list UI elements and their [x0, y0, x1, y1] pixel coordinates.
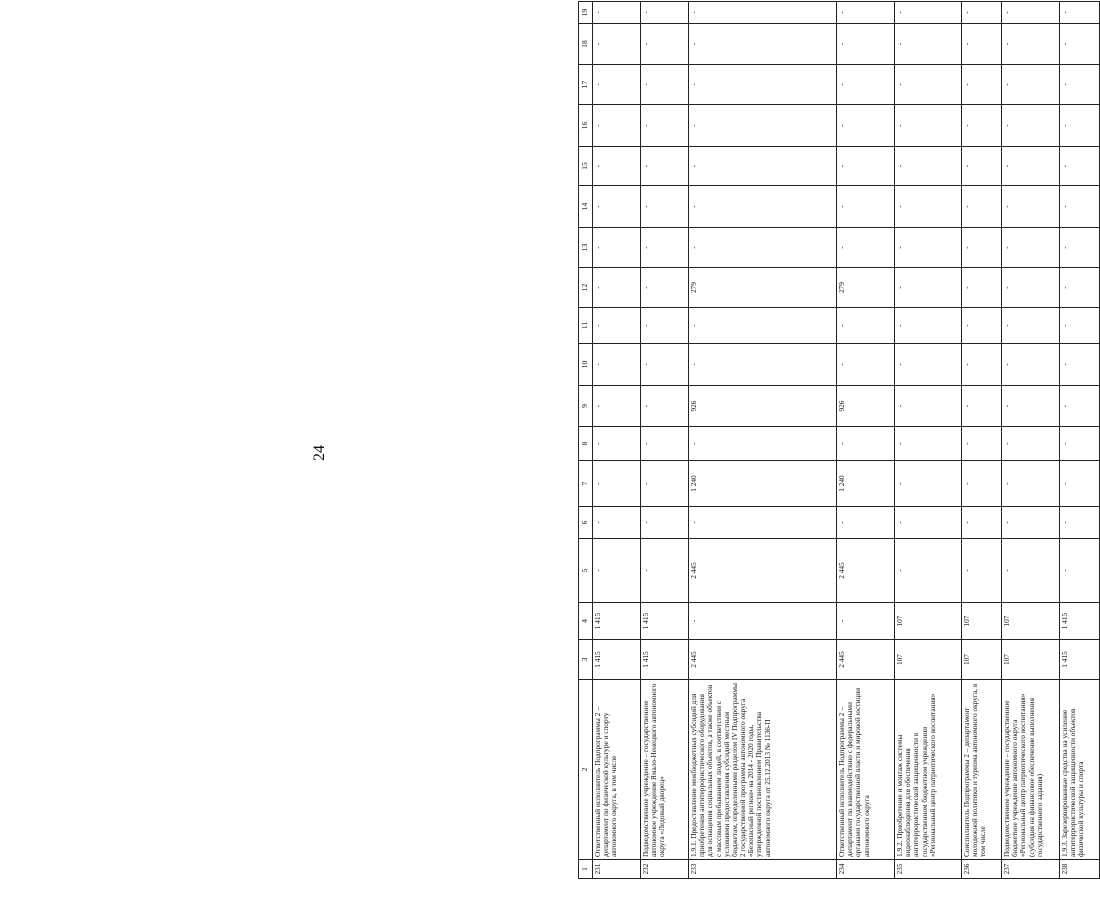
- program-funding-table: [578, 1, 1100, 879]
- value-cell: -: [593, 308, 641, 344]
- header-cell: 6: [579, 507, 593, 539]
- header-cell: 19: [579, 2, 593, 24]
- value-cell: 2 445: [837, 640, 895, 680]
- value-cell: -: [641, 539, 689, 603]
- value-cell: -: [689, 105, 837, 147]
- value-cell: 107: [895, 603, 962, 640]
- value-cell: 1 415: [641, 640, 689, 680]
- value-cell: -: [1060, 507, 1100, 539]
- value-cell: -: [641, 507, 689, 539]
- value-cell: -: [689, 186, 837, 228]
- value-cell: -: [689, 228, 837, 268]
- value-cell: -: [1060, 2, 1100, 24]
- value-cell: -: [1060, 308, 1100, 344]
- header-cell: 13: [579, 228, 593, 268]
- value-cell: -: [1060, 65, 1100, 105]
- header-row: [579, 2, 593, 879]
- header-cell: 8: [579, 427, 593, 461]
- value-cell: -: [689, 507, 837, 539]
- table-row: [1002, 2, 1060, 879]
- header-cell: 1: [579, 860, 593, 879]
- value-cell: -: [962, 2, 1002, 24]
- value-cell: -: [641, 186, 689, 228]
- value-cell: -: [1002, 308, 1060, 344]
- row-number: 234: [837, 860, 895, 879]
- value-cell: -: [837, 308, 895, 344]
- value-cell: -: [895, 147, 962, 186]
- value-cell: -: [895, 2, 962, 24]
- value-cell: -: [1060, 228, 1100, 268]
- row-number: 232: [641, 860, 689, 879]
- value-cell: -: [1002, 2, 1060, 24]
- value-cell: -: [962, 228, 1002, 268]
- value-cell: -: [962, 105, 1002, 147]
- value-cell: -: [1002, 461, 1060, 507]
- value-cell: -: [962, 24, 1002, 65]
- value-cell: -: [641, 461, 689, 507]
- value-cell: -: [837, 603, 895, 640]
- value-cell: -: [593, 427, 641, 461]
- value-cell: -: [962, 65, 1002, 105]
- value-cell: -: [962, 461, 1002, 507]
- value-cell: -: [593, 105, 641, 147]
- value-cell: -: [641, 65, 689, 105]
- value-cell: -: [689, 65, 837, 105]
- value-cell: -: [593, 344, 641, 386]
- value-cell: -: [962, 344, 1002, 386]
- value-cell: 1 415: [641, 603, 689, 640]
- value-cell: -: [1060, 186, 1100, 228]
- row-description: Соисполнитель Подпрограммы 2 – департамент молодежной политики и туризма автономного округа, в том числе: [962, 680, 1002, 860]
- value-cell: 107: [962, 640, 1002, 680]
- value-cell: -: [641, 386, 689, 427]
- header-cell: 15: [579, 147, 593, 186]
- header-cell: 11: [579, 308, 593, 344]
- row-description: 1.9.3. Зарезервированные средства на усиление антитеррористической защищенности объектов физической культуры и спорта: [1060, 680, 1100, 860]
- value-cell: 1 415: [593, 603, 641, 640]
- value-cell: -: [837, 186, 895, 228]
- header-cell: 17: [579, 65, 593, 105]
- value-cell: 279: [837, 268, 895, 308]
- value-cell: -: [1002, 507, 1060, 539]
- value-cell: -: [593, 539, 641, 603]
- row-description: 1.9.1. Предоставление межбюджетных субсидий для приобретения антитеррористического оборудования для оснащения социальных объектов, а также объектов с массовым пребыванием людей, в соответствии с условиями предоставления субсидий местным бюджетам, определенными разделом IV Подпрограммы 2 государственной программы автономного округа «Безопасный регион» на 2014 - 2020 годы, утвержденной постановлением Правительства автономного округа от 25.12.2013 № 1136-П: [689, 680, 837, 860]
- value-cell: 1 415: [1060, 640, 1100, 680]
- value-cell: -: [1002, 186, 1060, 228]
- value-cell: -: [895, 105, 962, 147]
- value-cell: -: [593, 461, 641, 507]
- value-cell: -: [895, 186, 962, 228]
- value-cell: -: [641, 147, 689, 186]
- value-cell: -: [1002, 105, 1060, 147]
- value-cell: -: [837, 2, 895, 24]
- value-cell: -: [689, 344, 837, 386]
- value-cell: 107: [962, 603, 1002, 640]
- value-cell: -: [837, 228, 895, 268]
- value-cell: 926: [837, 386, 895, 427]
- value-cell: -: [962, 507, 1002, 539]
- value-cell: 1 240: [689, 461, 837, 507]
- value-cell: -: [1002, 268, 1060, 308]
- value-cell: -: [1002, 24, 1060, 65]
- value-cell: -: [641, 308, 689, 344]
- header-cell: 5: [579, 539, 593, 603]
- value-cell: -: [641, 344, 689, 386]
- value-cell: -: [895, 65, 962, 105]
- value-cell: -: [895, 461, 962, 507]
- value-cell: 107: [895, 640, 962, 680]
- value-cell: -: [593, 228, 641, 268]
- value-cell: -: [593, 24, 641, 65]
- value-cell: -: [1002, 228, 1060, 268]
- row-number: 231: [593, 860, 641, 879]
- value-cell: -: [1002, 344, 1060, 386]
- value-cell: -: [837, 427, 895, 461]
- value-cell: -: [837, 65, 895, 105]
- value-cell: -: [593, 186, 641, 228]
- header-cell: 12: [579, 268, 593, 308]
- value-cell: -: [1002, 386, 1060, 427]
- value-cell: -: [1060, 24, 1100, 65]
- value-cell: -: [1060, 539, 1100, 603]
- row-description: 1.9.2. Приобретение и монтаж системы видеонаблюдения для обеспечения антитеррористической защищенности в государственном бюджетном учреждении «Региональный центр патриотического воспитания»: [895, 680, 962, 860]
- rotated-table-frame: [578, 2, 1096, 879]
- value-cell: 279: [689, 268, 837, 308]
- value-cell: -: [641, 427, 689, 461]
- value-cell: -: [895, 539, 962, 603]
- header-cell: 3: [579, 640, 593, 680]
- value-cell: -: [837, 105, 895, 147]
- value-cell: -: [689, 2, 837, 24]
- header-cell: 7: [579, 461, 593, 507]
- value-cell: -: [895, 24, 962, 65]
- value-cell: -: [962, 386, 1002, 427]
- row-description: Подведомственное учреждение – государственное автономное учреждение Ямало-Ненецкого автономного округа «Ледовый дворец»: [641, 680, 689, 860]
- value-cell: -: [837, 344, 895, 386]
- table-row: [593, 2, 641, 879]
- row-number: 237: [1002, 860, 1060, 879]
- value-cell: -: [962, 186, 1002, 228]
- value-cell: -: [962, 147, 1002, 186]
- value-cell: -: [962, 308, 1002, 344]
- value-cell: -: [689, 147, 837, 186]
- value-cell: 926: [689, 386, 837, 427]
- value-cell: 107: [1002, 603, 1060, 640]
- value-cell: -: [962, 268, 1002, 308]
- page-number: 24: [311, 445, 328, 461]
- value-cell: 2 445: [837, 539, 895, 603]
- row-description: Ответственный исполнитель Подпрограммы 2 – департамент по физической культуре и спорту автономного округа, в том числе: [593, 680, 641, 860]
- value-cell: -: [1002, 65, 1060, 105]
- header-cell: 2: [579, 680, 593, 860]
- header-cell: 14: [579, 186, 593, 228]
- header-cell: 10: [579, 344, 593, 386]
- header-cell: 9: [579, 386, 593, 427]
- value-cell: -: [895, 507, 962, 539]
- value-cell: -: [895, 308, 962, 344]
- row-description: Подведомственное учреждение – государственное бюджетное учреждение автономного округа «Региональный центр патриотического воспитания» (субсидия на финансовое обеспечение выполнения государственного задания): [1002, 680, 1060, 860]
- row-number: 238: [1060, 860, 1100, 879]
- value-cell: -: [1002, 147, 1060, 186]
- value-cell: -: [1060, 268, 1100, 308]
- value-cell: -: [837, 147, 895, 186]
- value-cell: 2 445: [689, 640, 837, 680]
- value-cell: -: [593, 386, 641, 427]
- row-description: Ответственный исполнитель Подпрограммы 2 – департамент по взаимодействию с федеральными органами государственной власти и мировой юстиции автономного округа: [837, 680, 895, 860]
- value-cell: -: [962, 539, 1002, 603]
- value-cell: -: [1060, 105, 1100, 147]
- value-cell: -: [1060, 386, 1100, 427]
- value-cell: -: [689, 24, 837, 65]
- value-cell: -: [641, 228, 689, 268]
- value-cell: -: [689, 603, 837, 640]
- header-cell: 4: [579, 603, 593, 640]
- table-row: [837, 2, 895, 879]
- value-cell: 1 240: [837, 461, 895, 507]
- value-cell: -: [689, 308, 837, 344]
- value-cell: -: [593, 2, 641, 24]
- value-cell: -: [962, 427, 1002, 461]
- value-cell: 107: [1002, 640, 1060, 680]
- value-cell: -: [689, 427, 837, 461]
- table-row: [641, 2, 689, 879]
- value-cell: 1 415: [593, 640, 641, 680]
- value-cell: -: [641, 105, 689, 147]
- value-cell: -: [1002, 539, 1060, 603]
- value-cell: -: [593, 147, 641, 186]
- table-row: [689, 2, 837, 879]
- value-cell: -: [1060, 427, 1100, 461]
- row-number: 235: [895, 860, 962, 879]
- header-cell: 16: [579, 105, 593, 147]
- value-cell: -: [895, 427, 962, 461]
- value-cell: -: [641, 24, 689, 65]
- value-cell: -: [1060, 147, 1100, 186]
- table-row: [895, 2, 962, 879]
- value-cell: 1 415: [1060, 603, 1100, 640]
- value-cell: -: [1060, 461, 1100, 507]
- value-cell: -: [593, 65, 641, 105]
- table-row: [1060, 2, 1100, 879]
- row-number: 236: [962, 860, 1002, 879]
- value-cell: -: [895, 268, 962, 308]
- table-row: [962, 2, 1002, 879]
- value-cell: -: [895, 344, 962, 386]
- value-cell: -: [895, 228, 962, 268]
- value-cell: -: [593, 507, 641, 539]
- header-cell: 18: [579, 24, 593, 65]
- value-cell: -: [837, 24, 895, 65]
- value-cell: -: [895, 386, 962, 427]
- value-cell: -: [593, 268, 641, 308]
- value-cell: -: [837, 507, 895, 539]
- value-cell: -: [1060, 344, 1100, 386]
- value-cell: -: [1002, 427, 1060, 461]
- value-cell: -: [641, 2, 689, 24]
- value-cell: 2 445: [689, 539, 837, 603]
- row-number: 233: [689, 860, 837, 879]
- value-cell: -: [641, 268, 689, 308]
